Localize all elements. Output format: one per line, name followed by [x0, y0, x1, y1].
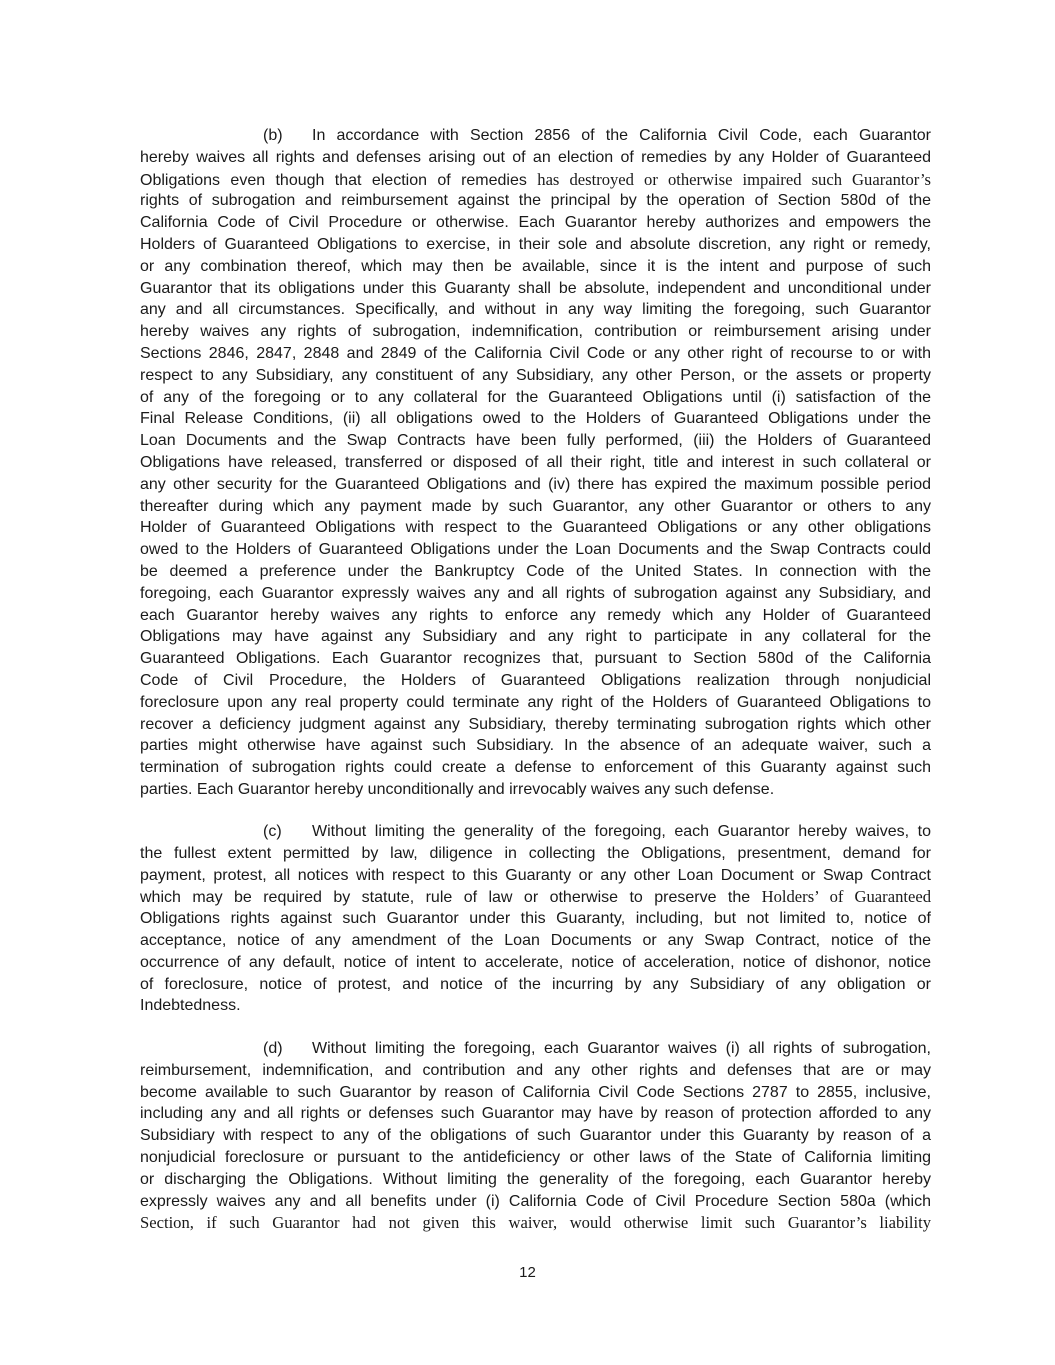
- line-text: which may be required by statute, rule of law or otherwise to preserve the: [140, 889, 762, 907]
- line-text: parties might otherwise have against such Subsidiary. In the absence of an adequate waiver, such a: [140, 737, 931, 755]
- text-line: [140, 517, 931, 539]
- text-line: [140, 648, 931, 670]
- line-text: of any of the foregoing or to any collateral for the Guaranteed Obligations until (i) satisfaction of the: [140, 388, 931, 406]
- line-text: any other security for the Guaranteed Obligations and (iv) there has expired the maximum possible period: [140, 475, 931, 493]
- text-line: [140, 952, 931, 974]
- line-text: or discharging the Obligations. Without limiting the generality of the foregoing, each Guarantor hereby: [140, 1170, 931, 1188]
- text-line: [140, 821, 931, 843]
- line-text: nonjudicial foreclosure or pursuant to the antideficiency or other laws of the State of California limiting: [140, 1148, 931, 1166]
- text-line: [140, 474, 931, 496]
- paragraph-label: (c): [263, 823, 282, 840]
- text-line: [140, 321, 931, 343]
- line-text: respect to any Subsidiary, any constituent of any Subsidiary, any other Person, or the assets or property: [140, 366, 931, 384]
- line-text: Obligations even though that election of remedies: [140, 171, 538, 189]
- text-line: [140, 1212, 931, 1234]
- line-text: acceptance, notice of any amendment of the Loan Documents or any Swap Contract, notice of the: [140, 931, 931, 949]
- text-line: [140, 714, 931, 736]
- text-line: [140, 496, 931, 518]
- line-text: Obligations rights against such Guarantor under this Guaranty, including, but not limited to, notice of: [140, 910, 931, 928]
- line-text: Code of Civil Procedure, the Holders of Guaranteed Obligations realization through nonjudicial: [140, 671, 931, 689]
- text-line: [140, 995, 931, 1017]
- text-line: [140, 605, 931, 627]
- text-line: [140, 670, 931, 692]
- text-line: [140, 299, 931, 321]
- line-text: occurrence of any default, notice of intent to accelerate, notice of acceleration, notice of dishonor, notice: [140, 953, 931, 971]
- text-line: [140, 234, 931, 256]
- text-line: [140, 779, 931, 801]
- text-line: [140, 886, 931, 908]
- text-line: [140, 583, 931, 605]
- paragraph-d: [140, 1038, 931, 1234]
- line-text: Without limiting the generality of the foregoing, each Guarantor hereby waives, to: [312, 823, 931, 840]
- text-line: [140, 757, 931, 779]
- text-line: [140, 1169, 931, 1191]
- text-line: [140, 1191, 931, 1213]
- text-line: [140, 1125, 931, 1147]
- text-line: [140, 1060, 931, 1082]
- line-text: expressly waives any and all benefits under (i) California Code of Civil Procedure Section 580a (which: [140, 1192, 931, 1210]
- text-line: [140, 190, 931, 212]
- line-text: termination of subrogation rights could create a defense to enforcement of this Guaranty against such: [140, 759, 931, 777]
- text-line: [140, 539, 931, 561]
- text-line: [140, 256, 931, 278]
- text-line: [140, 408, 931, 430]
- line-text: California Code of Civil Procedure or otherwise. Each Guarantor hereby authorizes and empowers the: [140, 214, 931, 232]
- line-text: owed to the Holders of Guaranteed Obligations under the Loan Documents and the Swap Contracts could: [140, 541, 931, 559]
- text-line: [140, 626, 931, 648]
- line-text: hereby waives any rights of subrogation, indemnification, contribution or reimbursement arising under: [140, 323, 931, 341]
- text-line: [140, 843, 931, 865]
- line-text: the fullest extent permitted by law, diligence in collecting the Obligations, presentment, demand for: [140, 844, 931, 862]
- line-text: In accordance with Section 2856 of the California Civil Code, each Guarantor: [312, 127, 931, 144]
- text-line: [140, 1038, 931, 1060]
- line-text: be deemed a preference under the Bankruptcy Code of the United States. In connection with the: [140, 562, 931, 580]
- line-text: or any combination thereof, which may then be available, since it is the intent and purpose of such: [140, 257, 931, 275]
- line-text: Loan Documents and the Swap Contracts have been fully performed, (iii) the Holders of Guaranteed: [140, 432, 931, 450]
- text-line: [140, 169, 931, 191]
- line-text: including any and all rights or defenses such Guarantor may have by reason of protection afforded to any: [140, 1105, 931, 1123]
- line-text: recover a deficiency judgment against any Subsidiary, thereby terminating subrogation rights which other: [140, 715, 931, 733]
- line-text: Subsidiary with respect to any of the obligations of such Guarantor under this Guaranty by reason of a: [140, 1127, 931, 1145]
- text-line: [140, 908, 931, 930]
- line-text: Without limiting the foregoing, each Guarantor waives (i) all rights of subrogation,: [312, 1040, 931, 1057]
- line-text: Guarantor that its obligations under this Guaranty shall be absolute, independent and unconditional under: [140, 279, 931, 297]
- page-number: 12: [519, 1264, 536, 1281]
- line-text: Guaranteed Obligations. Each Guarantor recognizes that, pursuant to Section 580d of the California: [140, 650, 931, 668]
- text-line: [140, 1103, 931, 1125]
- line-text: each Guarantor hereby waives any rights to enforce any remedy which any Holder of Guaranteed: [140, 606, 931, 624]
- text-line: [140, 343, 931, 365]
- line-text: rights of subrogation and reimbursement against the principal by the operation of Section 580d of the: [140, 192, 931, 210]
- text-line: [140, 974, 931, 996]
- line-text: Final Release Conditions, (ii) all obligations owed to the Holders of Guaranteed Obligations under the: [140, 410, 931, 428]
- text-line: [140, 561, 931, 583]
- line-text: Holders of Guaranteed Obligations to exercise, in their sole and absolute discretion, any right or remedy,: [140, 235, 931, 253]
- line-text: hereby waives all rights and defenses arising out of an election of remedies by any Holder of Guaranteed: [140, 148, 931, 166]
- text-line: [140, 452, 931, 474]
- text-line: [140, 1082, 931, 1104]
- line-text: thereafter during which any payment made by such Guarantor, any other Guarantor or others to any: [140, 497, 931, 515]
- paragraph-b: [140, 125, 931, 801]
- line-text: Obligations may have against any Subsidiary and any right to participate in any collateral for the: [140, 628, 931, 646]
- paragraph-label: (b): [263, 127, 283, 144]
- text-line: [140, 930, 931, 952]
- line-text-serif: has destroyed or otherwise impaired such Guarantor’s: [537, 169, 932, 189]
- line-text: foregoing, each Guarantor expressly waives any and all rights of subrogation against any Subsidiary, and: [140, 584, 931, 602]
- text-line: [140, 1147, 931, 1169]
- text-line: [140, 125, 931, 147]
- line-text: payment, protest, all notices with respect to this Guaranty or any other Loan Document or Swap Contract: [140, 866, 931, 884]
- line-text: of foreclosure, notice of protest, and notice of the incurring by any Subsidiary of any obligation or: [140, 975, 931, 993]
- line-text: parties. Each Guarantor hereby unconditionally and irrevocably waives any such defense.: [140, 780, 775, 798]
- paragraph-label: (d): [263, 1040, 283, 1057]
- text-line: [140, 865, 931, 887]
- line-text: Holder of Guaranteed Obligations with respect to the Guaranteed Obligations or any other obligations: [140, 519, 931, 537]
- text-line: [140, 365, 931, 387]
- text-line: [140, 430, 931, 452]
- text-line: [140, 692, 931, 714]
- text-line: [140, 147, 931, 169]
- line-text: reimbursement, indemnification, and contribution and any other rights and defenses that are or may: [140, 1061, 931, 1079]
- text-line: [140, 387, 931, 409]
- text-line: [140, 735, 931, 757]
- line-text: become available to such Guarantor by reason of California Civil Code Sections 2787 to 2855, inclusive,: [140, 1083, 931, 1101]
- text-line: [140, 212, 931, 234]
- line-text-serif: Section, if such Guarantor had not given this waiver, would otherwise limit such Guarantor’s liability: [140, 1213, 931, 1233]
- text-line: [140, 278, 931, 300]
- line-text: Obligations have released, transferred or disposed of all their right, title and interest in such collateral or: [140, 453, 931, 471]
- line-text: any and all circumstances. Specifically, and without in any way limiting the foregoing, such Guarantor: [140, 301, 931, 319]
- line-text: Indebtedness.: [140, 997, 241, 1015]
- paragraph-c: [140, 821, 931, 1017]
- line-text: Sections 2846, 2847, 2848 and 2849 of the California Civil Code or any other right of recourse to or with: [140, 344, 931, 362]
- line-text: foreclosure upon any real property could terminate any right of the Holders of Guaranteed Obligations to: [140, 693, 931, 711]
- line-text-serif: Holders’ of Guaranteed: [761, 887, 932, 907]
